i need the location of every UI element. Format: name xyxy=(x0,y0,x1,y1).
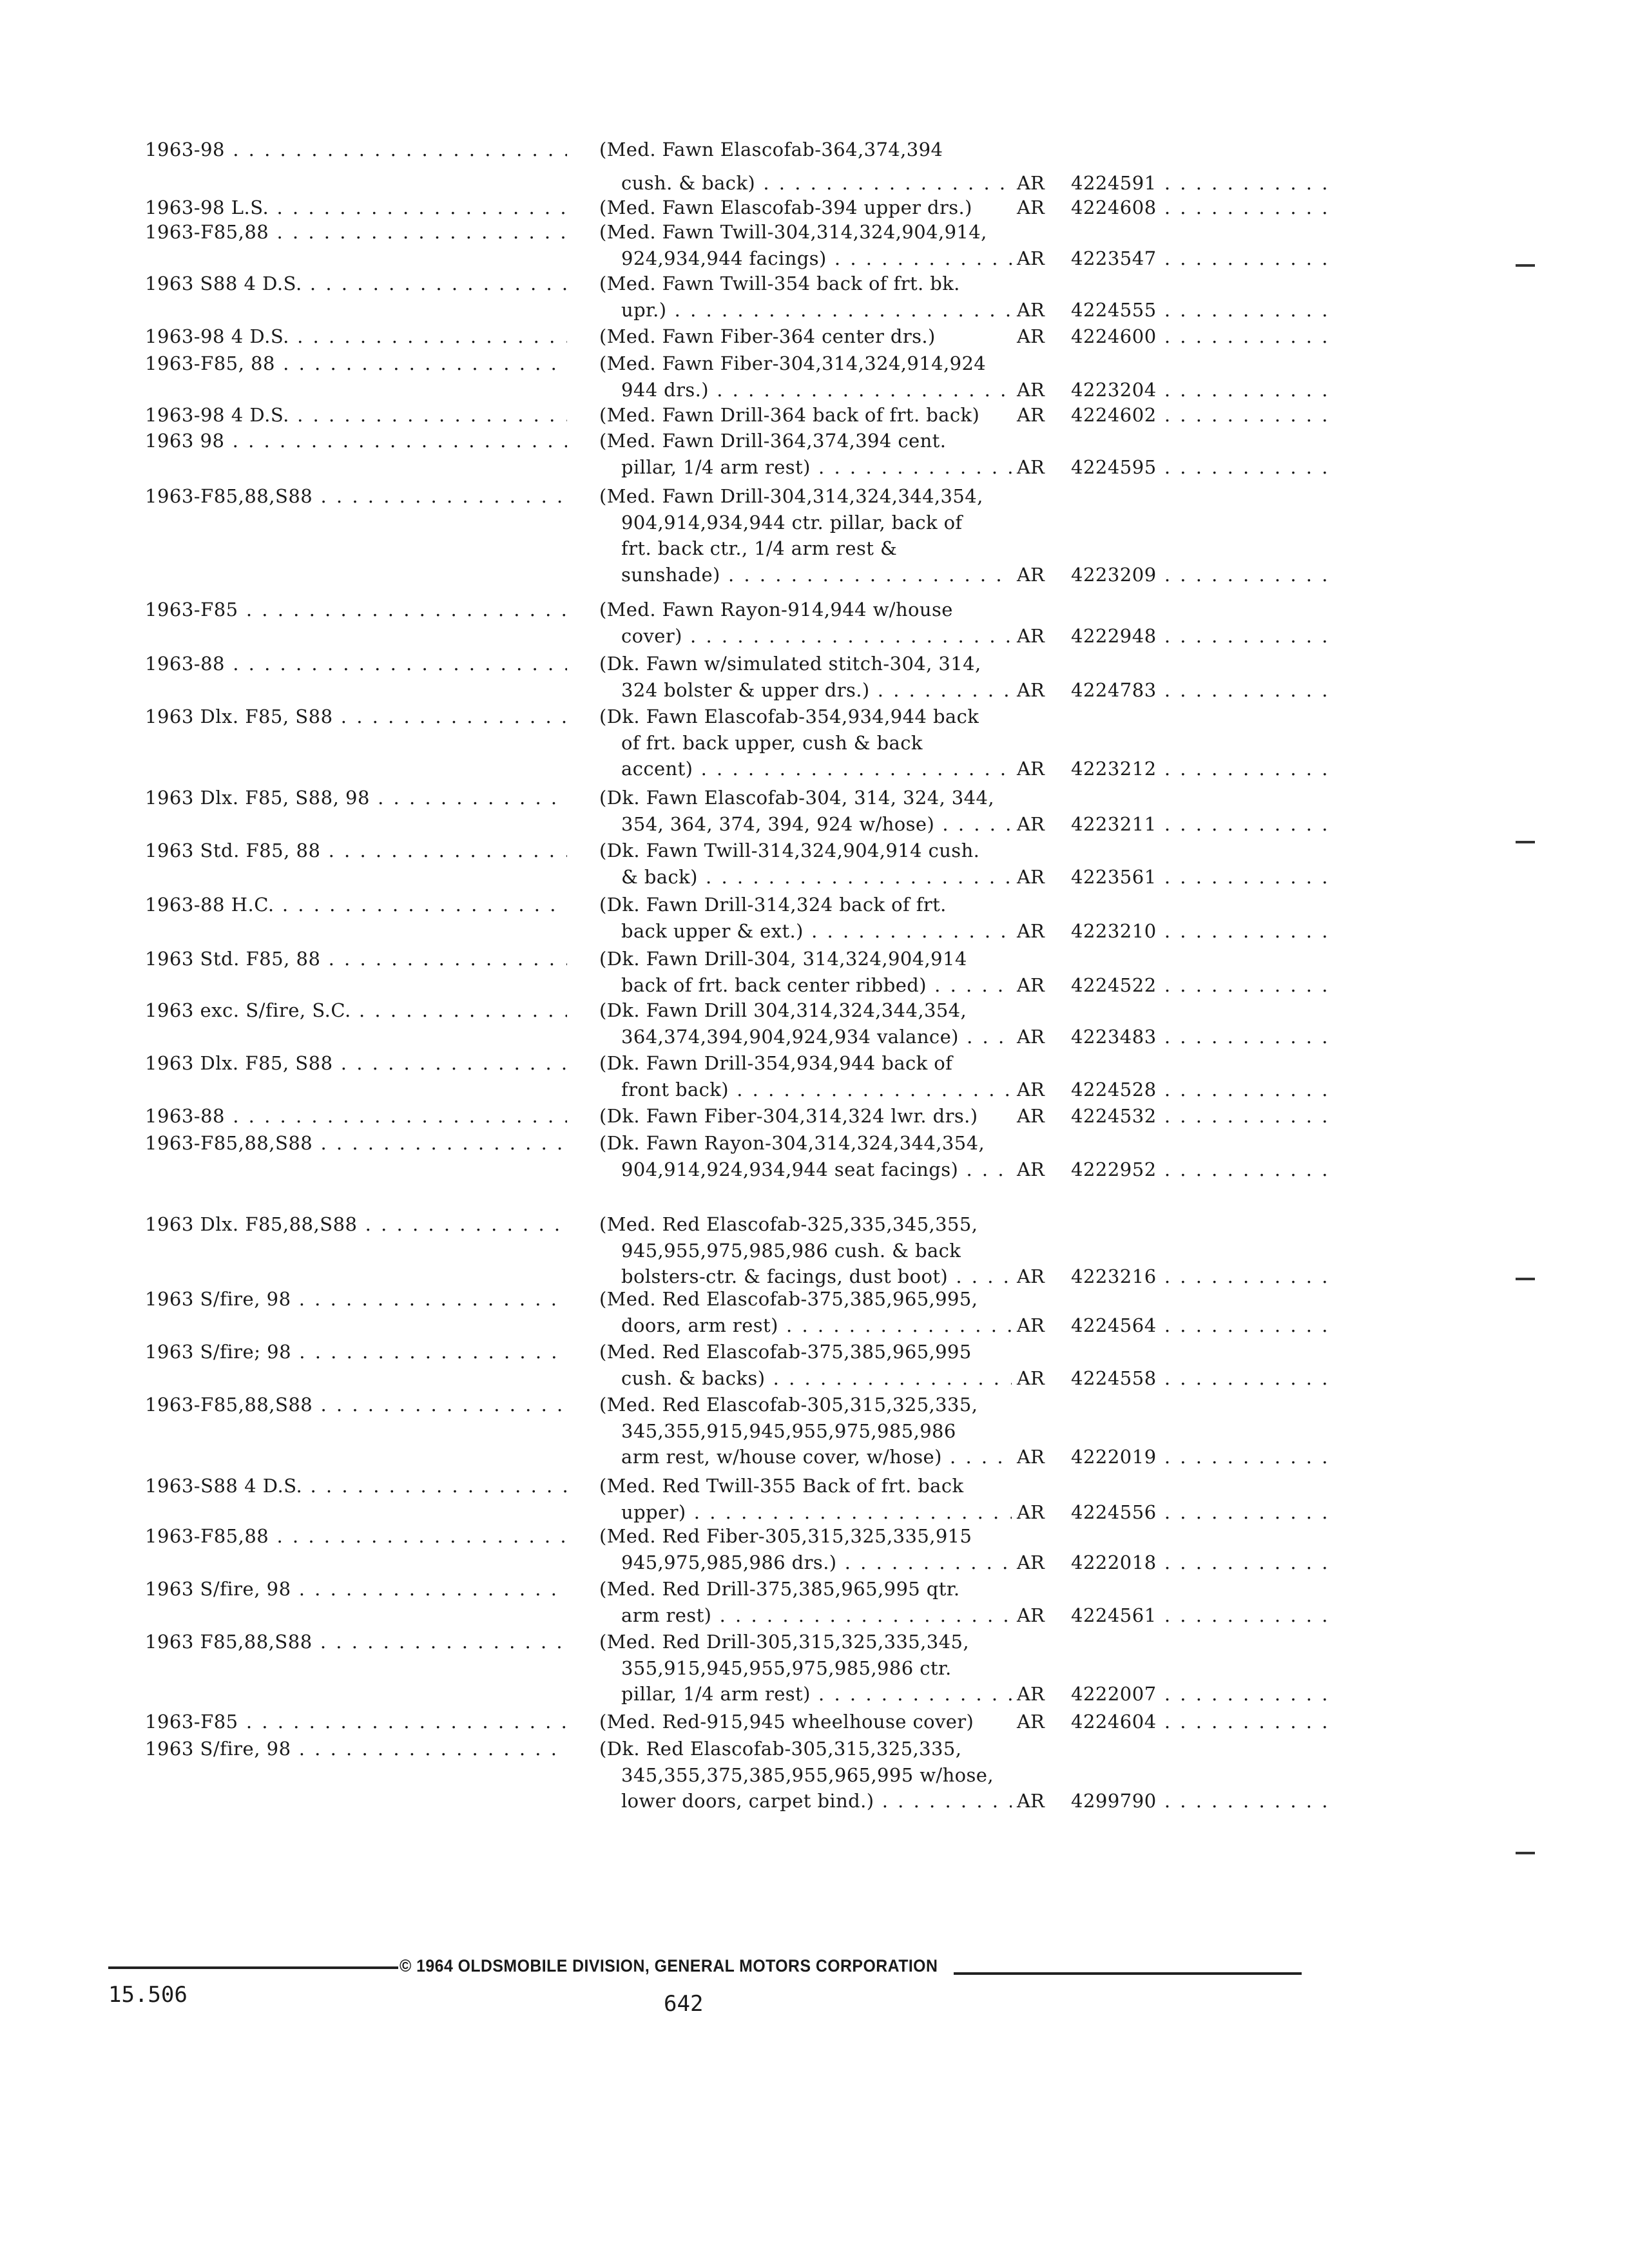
part-description xyxy=(599,997,1012,1050)
description-line: (Med. Fawn Twill-354 back of frt. bk. xyxy=(599,273,960,294)
part-number: 4224608 . . . xyxy=(1071,195,1329,220)
description-line: bolsters-ctr. & facings, dust boot) . . . xyxy=(599,1264,1012,1290)
model-applicability: 1963-88 H.C. . . . xyxy=(145,892,567,918)
part-number: 4223561 . . . xyxy=(1071,864,1329,890)
description-line: upr.) . . . xyxy=(599,297,1012,323)
quantity: AR xyxy=(1017,1711,1045,1733)
quantity: AR xyxy=(1017,1683,1045,1705)
part-number: 4223212 . . . xyxy=(1071,756,1329,782)
model-applicability: 1963-F85, 88 . . . xyxy=(145,351,567,376)
part-description xyxy=(599,402,1012,428)
model-applicability: 1963 Std. F85, 88 . . . xyxy=(145,838,567,863)
model-applicability: 1963 S/fire, 98 . . . xyxy=(145,1286,567,1312)
description-line: front back) . . . xyxy=(599,1077,1012,1103)
description-line: frt. back ctr., 1/4 arm rest & xyxy=(621,537,898,559)
description-line: 355,915,945,955,975,985,986 ctr. xyxy=(621,1657,952,1679)
footer-rule xyxy=(108,1966,398,1969)
description-line: (Med. Fawn Drill-304,314,324,344,354, xyxy=(599,485,983,507)
description-line: (Med. Red Drill-375,385,965,995 qtr. xyxy=(599,1578,960,1600)
model-applicability: 1963-98 4 D.S. . . . xyxy=(145,402,567,428)
model-applicability: 1963 Dlx. F85, S88, 98 . . . xyxy=(145,785,567,811)
part-description xyxy=(599,195,1012,221)
part-description xyxy=(599,1576,1012,1628)
description-line: back of frt. back center ribbed) . . . xyxy=(599,972,1012,999)
page-number: 642 xyxy=(664,1991,704,2017)
part-number: 4223547 . . . xyxy=(1071,245,1329,271)
description-line: accent) . . . xyxy=(599,756,1012,782)
part-description xyxy=(599,483,1012,588)
quantity: AR xyxy=(1017,404,1045,426)
quantity: AR xyxy=(1017,919,1045,942)
description-line: 364,374,394,904,924,934 valance) . . . xyxy=(599,1024,1012,1050)
description-line: 904,914,924,934,944 seat facings) . . . xyxy=(599,1157,1012,1183)
description-line: 345,355,915,945,955,975,985,986 xyxy=(621,1419,956,1442)
part-number: 4224532 . . . xyxy=(1071,1103,1329,1129)
quantity: AR xyxy=(1017,456,1045,478)
description-line: (Dk. Fawn Drill-304, 314,324,904,914 xyxy=(599,948,967,970)
description-line: (Med. Fawn Elascofab-394 upper drs.) xyxy=(599,197,972,218)
description-line: of frt. back upper, cush & back xyxy=(621,731,923,754)
part-number: 4222018 . . . xyxy=(1071,1550,1329,1575)
margin-tick-mark xyxy=(1516,264,1535,267)
description-line: & back) . . . xyxy=(599,864,1012,890)
model-applicability: 1963-F85,88 . . . xyxy=(145,219,567,245)
model-applicability: 1963 Std. F85, 88 . . . xyxy=(145,946,567,972)
description-line: cush. & back) . . . xyxy=(599,170,1012,197)
model-applicability: 1963-S88 4 D.S. . . . xyxy=(145,1473,567,1499)
part-description xyxy=(599,1709,1012,1735)
description-line: (Dk. Fawn w/simulated stitch-304, 314, xyxy=(599,653,981,675)
part-number: 4222948 . . . xyxy=(1071,623,1329,649)
description-line: (Med. Fawn Twill-304,314,324,904,914, xyxy=(599,221,987,243)
model-applicability: 1963-F85,88,S88 . . . xyxy=(145,483,567,509)
description-line: (Med. Red Fiber-305,315,325,335,915 xyxy=(599,1525,972,1547)
description-line: (Dk. Fawn Fiber-304,314,324 lwr. drs.) xyxy=(599,1105,978,1127)
description-line: (Dk. Fawn Twill-314,324,904,914 cush. xyxy=(599,840,980,861)
part-number: 4223204 . . . xyxy=(1071,377,1329,403)
part-description xyxy=(599,704,1012,782)
model-applicability: 1963 exc. S/fire, S.C. . . . xyxy=(145,997,567,1023)
part-number: 4222007 . . . xyxy=(1071,1681,1329,1707)
description-line: (Med. Red Elascofab-305,315,325,335, xyxy=(599,1394,978,1416)
description-line: 345,355,375,385,955,965,995 w/hose, xyxy=(621,1763,994,1786)
part-description xyxy=(599,1103,1012,1129)
margin-tick-mark xyxy=(1516,1278,1535,1280)
part-description xyxy=(599,1736,1012,1814)
description-line: 354, 364, 374, 394, 924 w/hose) . . . xyxy=(599,811,1012,838)
description-line: (Med. Fawn Fiber-304,314,324,914,924 xyxy=(599,352,987,374)
part-description xyxy=(599,1629,1012,1707)
description-line: (Med. Red Elascofab-325,335,345,355, xyxy=(599,1213,978,1235)
part-number: 4223211 . . . xyxy=(1071,811,1329,837)
part-number: 4224528 . . . xyxy=(1071,1077,1329,1102)
description-line: pillar, 1/4 arm rest) . . . xyxy=(599,454,1012,481)
quantity: AR xyxy=(1017,378,1045,401)
part-number: 4224522 . . . xyxy=(1071,972,1329,998)
part-number: 4223483 . . . xyxy=(1071,1024,1329,1050)
description-line: (Med. Fawn Rayon-914,944 w/house xyxy=(599,599,953,620)
model-applicability: 1963-98 4 D.S. . . . xyxy=(145,323,567,349)
part-description xyxy=(599,651,1012,703)
part-description xyxy=(599,1050,1012,1102)
description-line: (Med. Red Twill-355 Back of frt. back xyxy=(599,1475,964,1497)
description-line: back upper & ext.) . . . xyxy=(599,918,1012,945)
quantity: AR xyxy=(1017,1604,1045,1626)
part-description xyxy=(599,428,1012,480)
description-line: 324 bolster & upper drs.) . . . xyxy=(599,677,1012,704)
part-description xyxy=(599,1339,1012,1391)
description-line: (Med. Red Drill-305,315,325,335,345, xyxy=(599,1631,969,1653)
part-description xyxy=(599,137,1012,163)
description-line: (Dk. Fawn Elascofab-304, 314, 324, 344, xyxy=(599,787,994,809)
quantity: AR xyxy=(1017,1790,1045,1812)
part-number: 4223210 . . . xyxy=(1071,918,1329,944)
part-description xyxy=(599,219,1012,271)
part-number: 4224600 . . . xyxy=(1071,323,1329,349)
quantity: AR xyxy=(1017,1158,1045,1180)
model-applicability: 1963 S88 4 D.S. . . . xyxy=(145,271,567,296)
description-line: (Dk. Fawn Elascofab-354,934,944 back xyxy=(599,706,979,727)
model-applicability: 1963 S/fire, 98 . . . xyxy=(145,1576,567,1602)
description-line: 904,914,934,944 ctr. pillar, back of xyxy=(621,511,963,533)
part-description xyxy=(599,946,1012,998)
part-description xyxy=(599,838,1012,890)
model-applicability: 1963-F85,88,S88 . . . xyxy=(145,1130,567,1156)
quantity: AR xyxy=(1017,1265,1045,1287)
description-line: 945,955,975,985,986 cush. & back xyxy=(621,1239,961,1262)
model-applicability: 1963 Dlx. F85, S88 . . . xyxy=(145,1050,567,1076)
part-description xyxy=(599,1473,1012,1525)
part-number: 4224564 . . . xyxy=(1071,1312,1329,1338)
description-line: (Med. Fawn Fiber-364 center drs.) xyxy=(599,325,936,347)
part-number: 4224558 . . . xyxy=(1071,1365,1329,1391)
quantity: AR xyxy=(1017,1446,1045,1468)
quantity: AR xyxy=(1017,1314,1045,1336)
part-description xyxy=(599,1211,1012,1290)
part-description xyxy=(599,785,1012,837)
quantity: AR xyxy=(1017,1551,1045,1573)
part-description xyxy=(599,1286,1012,1338)
quantity: AR xyxy=(1017,563,1045,586)
quantity: AR xyxy=(1017,325,1045,347)
part-number: 4224556 . . . xyxy=(1071,1499,1329,1525)
quantity: AR xyxy=(1017,1501,1045,1523)
description-line: (Med. Red-915,945 wheelhouse cover) xyxy=(599,1711,974,1733)
quantity: AR xyxy=(1017,298,1045,321)
part-description xyxy=(599,1130,1012,1182)
model-applicability: 1963-F85 . . . xyxy=(145,597,567,622)
part-number: 4224561 . . . xyxy=(1071,1602,1329,1628)
description-line: 944 drs.) . . . xyxy=(599,377,1012,403)
quantity: AR xyxy=(1017,974,1045,996)
margin-tick-mark xyxy=(1516,1852,1535,1854)
quantity: AR xyxy=(1017,1105,1045,1127)
quantity: AR xyxy=(1017,1367,1045,1389)
part-number: 4224555 . . . xyxy=(1071,297,1329,323)
description-line: lower doors, carpet bind.) . . . xyxy=(599,1788,1012,1814)
part-description xyxy=(599,271,1012,323)
part-number: 4299790 . . . xyxy=(1071,1788,1329,1814)
model-applicability: 1963-88 . . . xyxy=(145,1103,567,1129)
footer-rule xyxy=(954,1972,1302,1975)
model-applicability: 1963 S/fire, 98 . . . xyxy=(145,1736,567,1762)
description-line: 945,975,985,986 drs.) . . . xyxy=(599,1550,1012,1576)
section-number: 15.506 xyxy=(108,1982,188,2008)
model-applicability: 1963 S/fire; 98 . . . xyxy=(145,1339,567,1365)
part-number: 4224595 . . . xyxy=(1071,454,1329,480)
quantity: AR xyxy=(1017,1078,1045,1100)
part-description xyxy=(599,351,1012,403)
description-line: arm rest) . . . xyxy=(599,1602,1012,1629)
description-line: (Med. Fawn Drill-364,374,394 cent. xyxy=(599,430,947,452)
part-number: 4222019 . . . xyxy=(1071,1444,1329,1470)
model-applicability: 1963-98 L.S. . . . xyxy=(145,195,567,220)
description-line: (Med. Red Elascofab-375,385,965,995, xyxy=(599,1288,978,1310)
quantity: AR xyxy=(1017,758,1045,780)
description-line: arm rest, w/house cover, w/hose) . . . xyxy=(599,1444,1012,1470)
margin-tick-mark xyxy=(1516,841,1535,843)
description-line: (Dk. Fawn Rayon-304,314,324,344,354, xyxy=(599,1132,985,1154)
description-line: (Med. Fawn Drill-364 back of frt. back) xyxy=(599,404,980,426)
model-applicability: 1963-F85,88 . . . xyxy=(145,1523,567,1549)
description-line: doors, arm rest) . . . xyxy=(599,1312,1012,1339)
model-applicability: 1963 Dlx. F85, S88 . . . xyxy=(145,704,567,729)
description-line: pillar, 1/4 arm rest) . . . xyxy=(599,1681,1012,1707)
description-line: sunshade) . . . xyxy=(599,562,1012,588)
description-line: (Dk. Fawn Drill 304,314,324,344,354, xyxy=(599,999,967,1021)
description-line: (Dk. Fawn Drill-354,934,944 back of xyxy=(599,1052,953,1074)
quantity: AR xyxy=(1017,624,1045,647)
model-applicability: 1963-98 . . . xyxy=(145,137,567,162)
quantity: AR xyxy=(1017,247,1045,269)
part-number: 4224591 . . . xyxy=(1071,170,1329,196)
part-description xyxy=(599,892,1012,944)
quantity: AR xyxy=(1017,172,1045,194)
part-description xyxy=(599,597,1012,649)
part-description xyxy=(599,1392,1012,1470)
description-line: (Dk. Fawn Drill-314,324 back of frt. xyxy=(599,894,947,916)
quantity: AR xyxy=(1017,678,1045,701)
description-line: 924,934,944 facings) . . . xyxy=(599,245,1012,272)
model-applicability: 1963-88 . . . xyxy=(145,651,567,677)
part-number: 4223209 . . . xyxy=(1071,562,1329,588)
part-number: 4224783 . . . xyxy=(1071,677,1329,703)
model-applicability: 1963-F85,88,S88 . . . xyxy=(145,1392,567,1418)
part-number: 4223216 . . . xyxy=(1071,1264,1329,1289)
part-number: 4224604 . . . xyxy=(1071,1709,1329,1735)
description-line: cover) . . . xyxy=(599,623,1012,649)
description-line: (Dk. Red Elascofab-305,315,325,335, xyxy=(599,1738,962,1760)
part-description xyxy=(599,170,1012,197)
model-applicability: 1963-F85 . . . xyxy=(145,1709,567,1735)
quantity: AR xyxy=(1017,1025,1045,1048)
part-number: 4224602 . . . xyxy=(1071,402,1329,428)
quantity: AR xyxy=(1017,865,1045,888)
model-applicability: 1963 98 . . . xyxy=(145,428,567,454)
copyright-notice: © 1964 OLDSMOBILE DIVISION, GENERAL MOTORS CORPORATION xyxy=(400,1956,938,1975)
description-line: (Med. Red Elascofab-375,385,965,995 xyxy=(599,1341,972,1363)
description-line: (Med. Fawn Elascofab-364,374,394 xyxy=(599,139,943,160)
model-applicability: 1963 F85,88,S88 . . . xyxy=(145,1629,567,1655)
part-description xyxy=(599,1523,1012,1575)
quantity: AR xyxy=(1017,197,1045,218)
description-line: cush. & backs) . . . xyxy=(599,1365,1012,1392)
quantity: AR xyxy=(1017,812,1045,835)
part-description xyxy=(599,323,1012,350)
model-applicability: 1963 Dlx. F85,88,S88 . . . xyxy=(145,1211,567,1237)
description-line: upper) . . . xyxy=(599,1499,1012,1526)
part-number: 4222952 . . . xyxy=(1071,1157,1329,1182)
